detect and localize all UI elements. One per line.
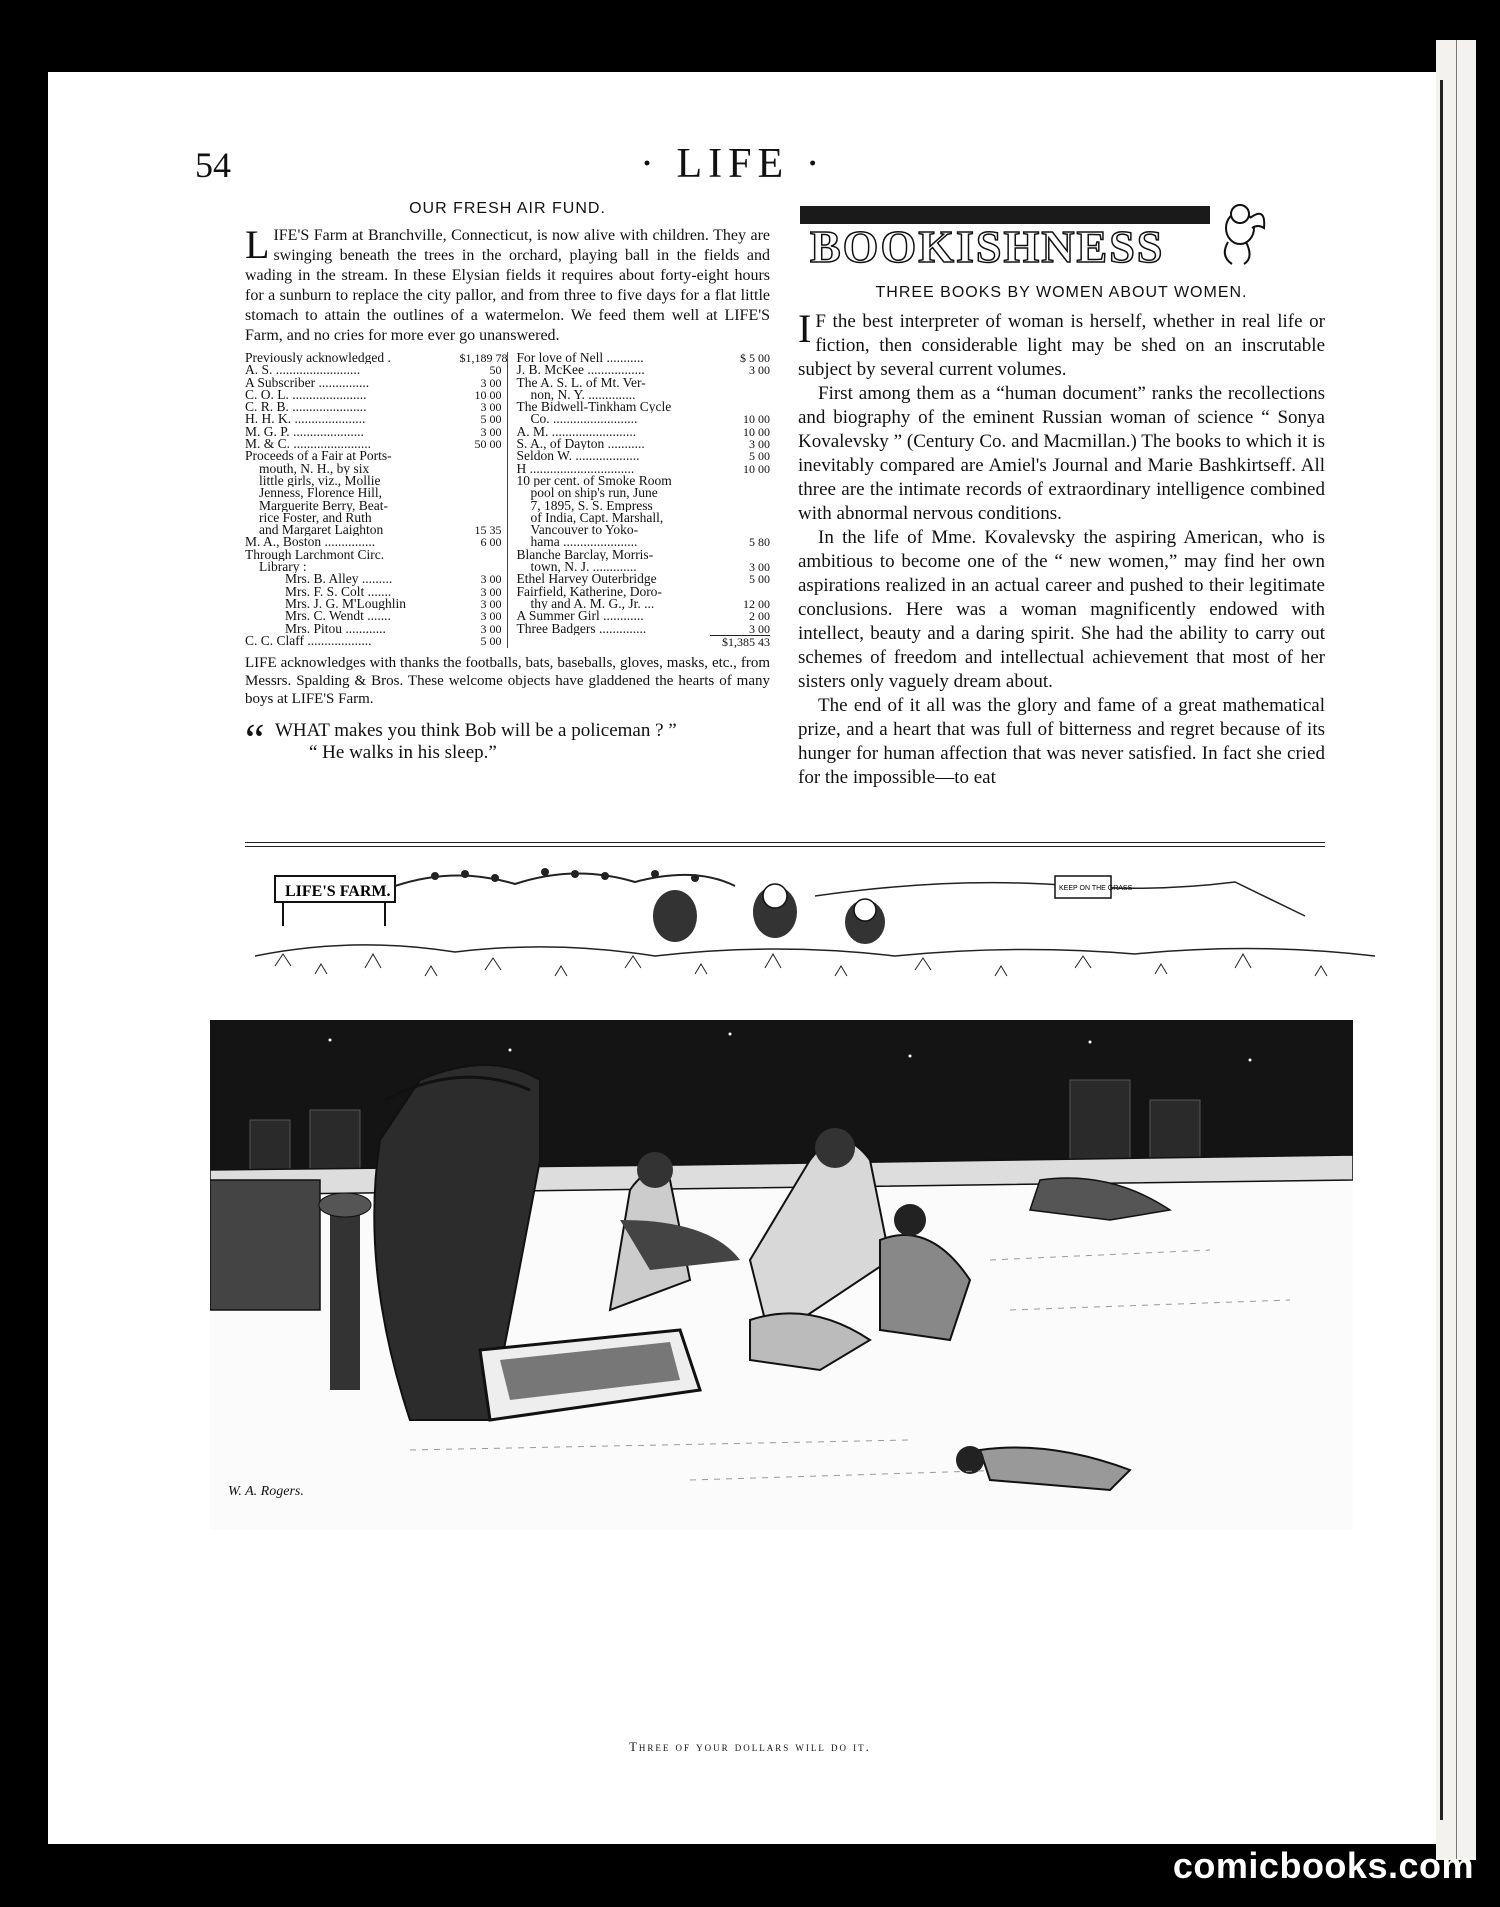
- illustration-caption: [0, 1740, 1500, 1755]
- donation-row: [245, 635, 501, 647]
- donor-name: Proceeds of a Fair at Ports-: [245, 450, 392, 463]
- masthead: · LIFE ·: [640, 141, 826, 187]
- donation-row: [516, 623, 770, 635]
- donation-amount: [459, 475, 501, 487]
- donation-amount: [728, 377, 770, 389]
- donor-name: M. & C. .......................: [245, 438, 372, 451]
- donor-name: C. R. B. ......................: [245, 401, 367, 414]
- donor-name: Co. .........................: [530, 413, 638, 426]
- donation-row: [516, 512, 770, 524]
- donor-name: A Summer Girl ............: [516, 610, 644, 623]
- donation-row: [516, 389, 770, 401]
- donation-amount: 10 00: [743, 461, 770, 476]
- donation-amount: 3 00: [480, 572, 502, 587]
- donor-name: rice Foster, and Ruth: [259, 511, 372, 525]
- donor-name: Mrs. B. Alley .........: [285, 573, 393, 586]
- donation-row: [516, 463, 770, 475]
- donor-name: of India, Capt. Marshall,: [530, 511, 664, 525]
- donor-name: H. H. K. .....................: [245, 413, 366, 426]
- donor-name: For love of Nell ...........: [516, 352, 644, 365]
- donation-amount: 2 00: [749, 609, 770, 624]
- donor-name: Three Badgers ..............: [516, 622, 647, 635]
- donation-amount: [728, 389, 770, 401]
- donor-name: Through Larchmont Circ.: [245, 548, 385, 562]
- donor-name: non, N. Y. ..............: [530, 388, 636, 402]
- caption-text: Three of your dollars will do it.: [629, 1740, 871, 1754]
- binding-spine: [1436, 40, 1476, 1860]
- donation-amount: 5 00: [480, 412, 502, 427]
- joke-line-1: WHAT makes you think Bob will be a policeman ? ”: [275, 720, 677, 742]
- joke-line-2: “ He walks in his sleep.”: [309, 742, 497, 764]
- donation-amount: 3 00: [480, 609, 502, 624]
- donation-row: [516, 352, 770, 364]
- donation-amount: [728, 512, 770, 524]
- cherub-icon: [1206, 198, 1268, 268]
- donation-row: [516, 377, 770, 389]
- donation-list-right: [507, 352, 770, 648]
- donation-amount: 3 00: [749, 621, 770, 636]
- donation-amount: 10 00: [474, 387, 502, 402]
- bookishness-banner: [800, 198, 1270, 276]
- source-watermark: comicbooks.com: [1172, 1845, 1474, 1886]
- donor-name: A Subscriber ...............: [245, 376, 370, 389]
- donor-name: Fairfield, Katherine, Doro-: [516, 585, 662, 598]
- joke-quote-mark: “: [245, 715, 265, 765]
- donor-name: and Margaret Laighton: [259, 524, 384, 537]
- donation-row: [245, 389, 501, 401]
- donation-row: [245, 364, 501, 376]
- donor-name: M. G. P. .....................: [245, 425, 364, 439]
- donation-list: [245, 352, 770, 648]
- donor-name: town, N. J. .............: [530, 561, 637, 574]
- donation-amount: [459, 463, 501, 475]
- donor-name: little girls, viz., Mollie: [259, 474, 381, 488]
- donation-amount: 3 00: [749, 560, 770, 575]
- book-paragraph-3: In the life of Mme. Kovalevsky the aspiring American, who is ambitious to become one of the “ new women,” may find her own aspirations realized in an actual career and pushed to their legitimate conclusions. Here was a woman magnificently endowed with intellect, beauty and a daring spirit. She had the ability to carry out schemes of freedom and intellectual achievement that most of her sisters only vaguely dream about.: [798, 527, 1325, 692]
- donation-row: [516, 598, 770, 610]
- donor-name: Ethel Harvey Outerbridge: [516, 573, 657, 586]
- donation-row: [516, 586, 770, 598]
- donor-name: H ...............................: [516, 462, 635, 475]
- keep-grass-sign-text: KEEP ON THE GRASS: [1059, 885, 1133, 892]
- lifes-farm-vignette: [255, 856, 1385, 996]
- donor-name: Previously acknowledged .: [245, 352, 391, 365]
- donor-name: C. O. L. ......................: [245, 388, 367, 402]
- donation-amount: 15 35: [474, 523, 502, 538]
- spine-edge: [1440, 80, 1443, 1820]
- donor-name: pool on ship's run, June: [530, 487, 658, 500]
- donation-row: [516, 475, 770, 487]
- page-number: 54: [195, 145, 231, 185]
- donation-amount: 5 80: [749, 535, 770, 550]
- donation-amount: 50 00: [474, 437, 502, 452]
- thanks-note: LIFE acknowledges with thanks the footballs, bats, baseballs, gloves, masks, etc., from Messrs. Spalding & Bros. These welcome objects have gladdened the hearts of many boys at LIFE'S Farm.: [245, 655, 770, 708]
- donation-amount: $ 5 00: [740, 351, 770, 365]
- donation-row: [245, 573, 501, 585]
- donation-row: [245, 586, 501, 598]
- donor-name: hama ......................: [530, 536, 638, 549]
- donor-name: A. M. .........................: [516, 425, 637, 439]
- donation-amount: [459, 500, 501, 512]
- donation-amount: 5 00: [480, 633, 502, 648]
- donation-amount: [459, 549, 501, 561]
- donation-amount: $1,189 78: [459, 351, 508, 365]
- donor-name: [516, 635, 710, 648]
- donation-row: [245, 487, 501, 499]
- donation-amount: 3 00: [749, 437, 770, 452]
- donation-row: [516, 426, 770, 438]
- donation-row: [516, 500, 770, 512]
- bookishness-column: [798, 196, 1325, 790]
- donation-row: [245, 426, 501, 438]
- donor-name: The Bidwell-Tinkham Cycle: [516, 401, 672, 414]
- fresh-air-fund-column: [245, 196, 770, 764]
- donor-name: Mrs. F. S. Colt .......: [285, 585, 392, 598]
- donation-row: [516, 536, 770, 548]
- book-paragraph-2: First among them as a “human document” ranks the recollections and biography of the eminent Russian woman of science “ Sonya Kovalevsky ” (Century Co. and Macmillan.) The books to which it is inevitably compared are Amiel's Journal and Marie Bashkirtseff. All three are the intimate records of extraordinary intelligence combined with abnormal nervous conditions.: [798, 383, 1325, 524]
- donation-amount: 5 00: [749, 572, 770, 587]
- donation-row: [245, 610, 501, 622]
- banner-title: BOOKISHNESS: [810, 221, 1165, 272]
- donor-name: Mrs. C. Wendt .......: [285, 610, 391, 623]
- donation-row: [245, 475, 501, 487]
- donation-row: [516, 364, 770, 376]
- donation-row: [245, 351, 508, 365]
- donor-name: Jenness, Florence Hill,: [259, 487, 382, 500]
- donor-name: J. B. McKee .................: [516, 364, 645, 377]
- donor-name: Mrs. J. G. M'Loughlin: [285, 597, 406, 611]
- donation-row: [516, 401, 770, 413]
- donor-name: Marguerite Berry, Beat-: [259, 499, 388, 512]
- donation-amount: [728, 475, 770, 487]
- donation-row: [245, 500, 501, 512]
- donation-row: [516, 549, 770, 561]
- section-divider: [245, 842, 1325, 847]
- donor-name: Vancouver to Yoko-: [530, 524, 639, 537]
- donor-name: M. A., Boston ...............: [245, 536, 376, 549]
- donation-row: [245, 463, 501, 475]
- farm-sign-text: LIFE'S FARM.: [285, 883, 391, 900]
- donation-row: [245, 512, 501, 524]
- artist-signature: W. A. Rogers.: [228, 1484, 304, 1499]
- donation-amount: [459, 487, 501, 499]
- donor-name: mouth, N. H., by six: [259, 462, 370, 475]
- donation-row: [245, 401, 501, 413]
- rooftop-illustration: [210, 1020, 1353, 1530]
- donation-row: [245, 377, 501, 389]
- donation-row: [245, 450, 501, 462]
- donation-row: [516, 487, 770, 499]
- fresh-air-intro-text: IFE'S Farm at Branchville, Connecticut, is now alive with children. They are swinging beneath the trees in the orchard, playing ball in the fields and wading in the stream. In these Elysian fields it requires about forty-eight hours for a sunburn to replace the city pallor, and from three to five days for a flat little stomach to attain the outlines of a watermelon. We feed them well at LIFE'S Farm, and no cries for more ever go unanswered.: [245, 227, 770, 344]
- donation-amount: 5 00: [749, 449, 770, 464]
- fresh-air-dropcap: L: [245, 222, 270, 267]
- donation-amount: 3 00: [480, 621, 502, 636]
- book-paragraph-4: The end of it all was the glory and fame of a great mathematical prize, and a heart that was full of bitterness and regret because of its hunger for human affection that was never satisfied. In fact she cried for the impossible—to eat: [798, 695, 1325, 788]
- donor-name: Library :: [259, 561, 307, 574]
- book-dropcap: I: [798, 306, 812, 351]
- donor-name: thy and A. M. G., Jr. ...: [530, 597, 655, 611]
- donation-list-left: [245, 352, 507, 648]
- donor-name: A. S. .........................: [245, 364, 361, 377]
- donation-amount: 3 00: [480, 596, 502, 611]
- donor-name: 7, 1895, S. S. Empress: [530, 499, 653, 512]
- donation-row: [245, 438, 501, 450]
- donation-amount: 3 00: [480, 400, 502, 415]
- donation-amount: [459, 450, 501, 462]
- donation-amount: [728, 487, 770, 499]
- donation-row: [245, 413, 501, 425]
- donation-amount: 10 00: [743, 424, 770, 439]
- donation-row: [516, 438, 770, 450]
- donation-row: [245, 524, 501, 536]
- donor-name: C. C. Claff ...................: [245, 634, 372, 648]
- donation-amount: 6 00: [480, 535, 502, 550]
- donation-row: [516, 573, 770, 585]
- donation-row: [245, 561, 501, 573]
- donor-name: Mrs. Pitou ............: [285, 622, 386, 635]
- donation-amount: 3 00: [480, 424, 502, 439]
- donation-row: [245, 598, 501, 610]
- policeman-joke: [245, 715, 770, 765]
- book-paragraph-1-text: F the best interpreter of woman is herself, whether in real life or fiction, then considerable light may be shed on an inscrutable subject by several current volumes.: [798, 311, 1325, 380]
- binding-thread: [1456, 40, 1457, 1860]
- donor-name: Blanche Barclay, Morris-: [516, 548, 654, 562]
- donation-amount: 3 00: [480, 584, 502, 599]
- donation-amount: 12 00: [743, 596, 770, 611]
- donation-row: [516, 524, 770, 536]
- donor-name: The A. S. L. of Mt. Ver-: [516, 376, 646, 389]
- donation-amount: [728, 500, 770, 512]
- donation-amount: 3 00: [480, 375, 502, 390]
- fresh-air-intro: [245, 222, 770, 346]
- donor-name: 10 per cent. of Smoke Room: [516, 474, 672, 488]
- donation-row: [245, 549, 501, 561]
- donor-name: Seldon W. ...................: [516, 450, 640, 463]
- donation-row: [245, 623, 501, 635]
- donation-row: [516, 561, 770, 573]
- donation-amount: $1,385 43: [710, 635, 770, 648]
- donation-amount: 3 00: [749, 363, 770, 378]
- donation-row: [516, 413, 770, 425]
- donation-amount: 10 00: [743, 412, 770, 427]
- bookishness-heading: THREE BOOKS BY WOMEN ABOUT WOMEN.: [875, 284, 1248, 301]
- donation-row: [516, 610, 770, 622]
- donor-name: S. A., of Dayton ...........: [516, 438, 645, 451]
- donation-row: [516, 635, 770, 648]
- fresh-air-heading: OUR FRESH AIR FUND.: [409, 200, 606, 217]
- book-paragraph-1: [798, 306, 1325, 382]
- donation-row: [245, 536, 501, 548]
- donation-amount: 50: [489, 363, 502, 378]
- donation-row: [516, 450, 770, 462]
